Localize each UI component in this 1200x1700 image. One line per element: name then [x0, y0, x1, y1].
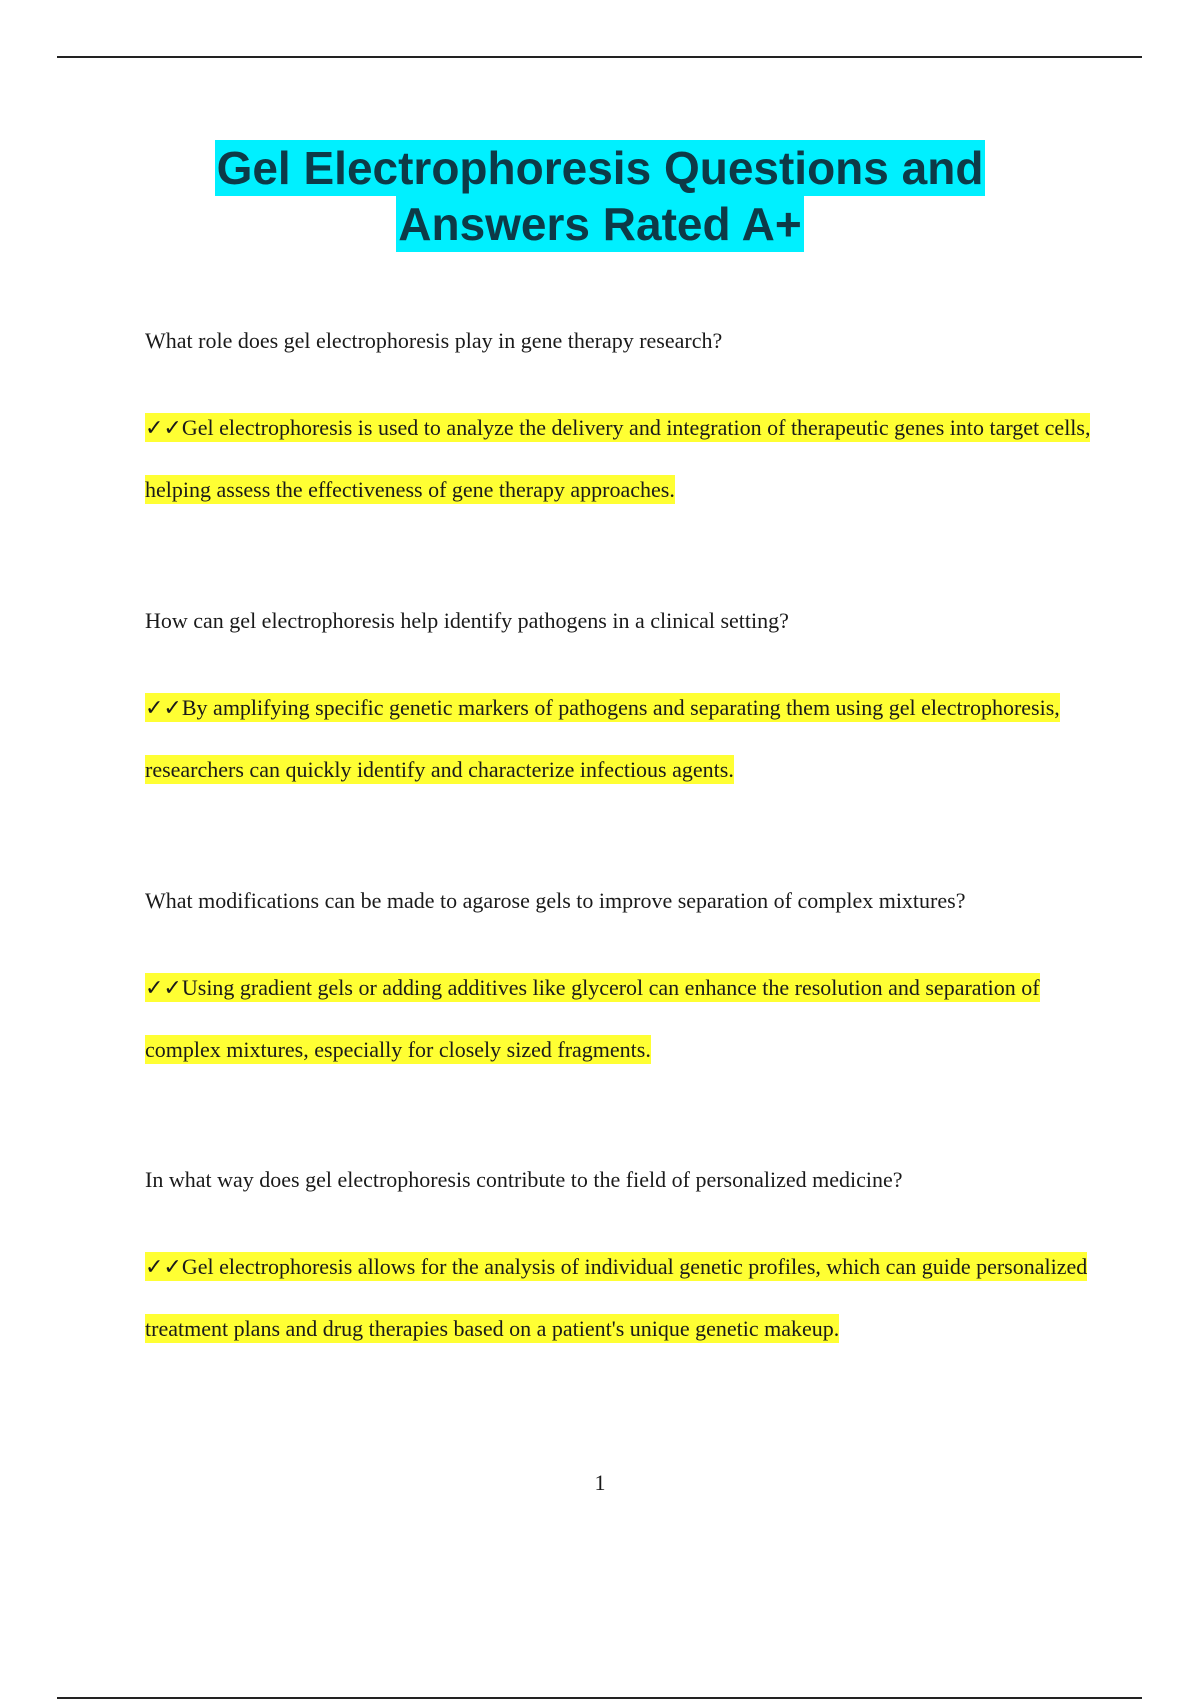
check-icon: ✓✓ — [145, 976, 182, 1001]
question-4: In what way does gel electrophoresis contribute to the field of personalized medicine? — [145, 1167, 903, 1192]
answer-1 — [145, 397, 1095, 520]
check-icon: ✓✓ — [145, 1255, 182, 1280]
qa-item-3 — [145, 887, 1095, 1080]
question-2: How can gel electrophoresis help identify pathogens in a clinical setting? — [145, 608, 789, 633]
answer-3 — [145, 957, 1095, 1080]
top-rule — [57, 56, 1142, 58]
title-line-1: Gel Electrophoresis Questions and — [216, 142, 984, 194]
document-title — [0, 140, 1200, 252]
answer-2 — [145, 677, 1095, 800]
check-icon: ✓✓ — [145, 696, 182, 721]
bottom-rule — [57, 1697, 1142, 1699]
title-line-2: Answers Rated A+ — [398, 198, 802, 250]
page-number: 1 — [594, 1470, 606, 1495]
answer-2-text: By amplifying specific genetic markers of pathogens and separating them using gel electrophoresis, researchers can quickly identify and characterize infectious agents. — [145, 695, 1060, 782]
answer-4 — [145, 1236, 1095, 1359]
question-3: What modifications can be made to agarose gels to improve separation of complex mixtures? — [145, 888, 966, 913]
qa-item-4 — [145, 1166, 1095, 1359]
qa-item-2 — [145, 607, 1095, 800]
answer-1-text: Gel electrophoresis is used to analyze the delivery and integration of therapeutic genes into target cells, helping assess the effectiveness of gene therapy approaches. — [145, 415, 1091, 502]
answer-4-text: Gel electrophoresis allows for the analysis of individual genetic profiles, which can guide personalized treatment plans and drug therapies based on a patient's unique genetic makeup. — [145, 1254, 1088, 1341]
check-icon: ✓✓ — [145, 416, 182, 441]
answer-3-text: Using gradient gels or adding additives like glycerol can enhance the resolution and separation of complex mixtures, especially for closely sized fragments. — [145, 975, 1040, 1062]
question-1: What role does gel electrophoresis play in gene therapy research? — [145, 328, 723, 353]
qa-item-1 — [145, 327, 1095, 520]
